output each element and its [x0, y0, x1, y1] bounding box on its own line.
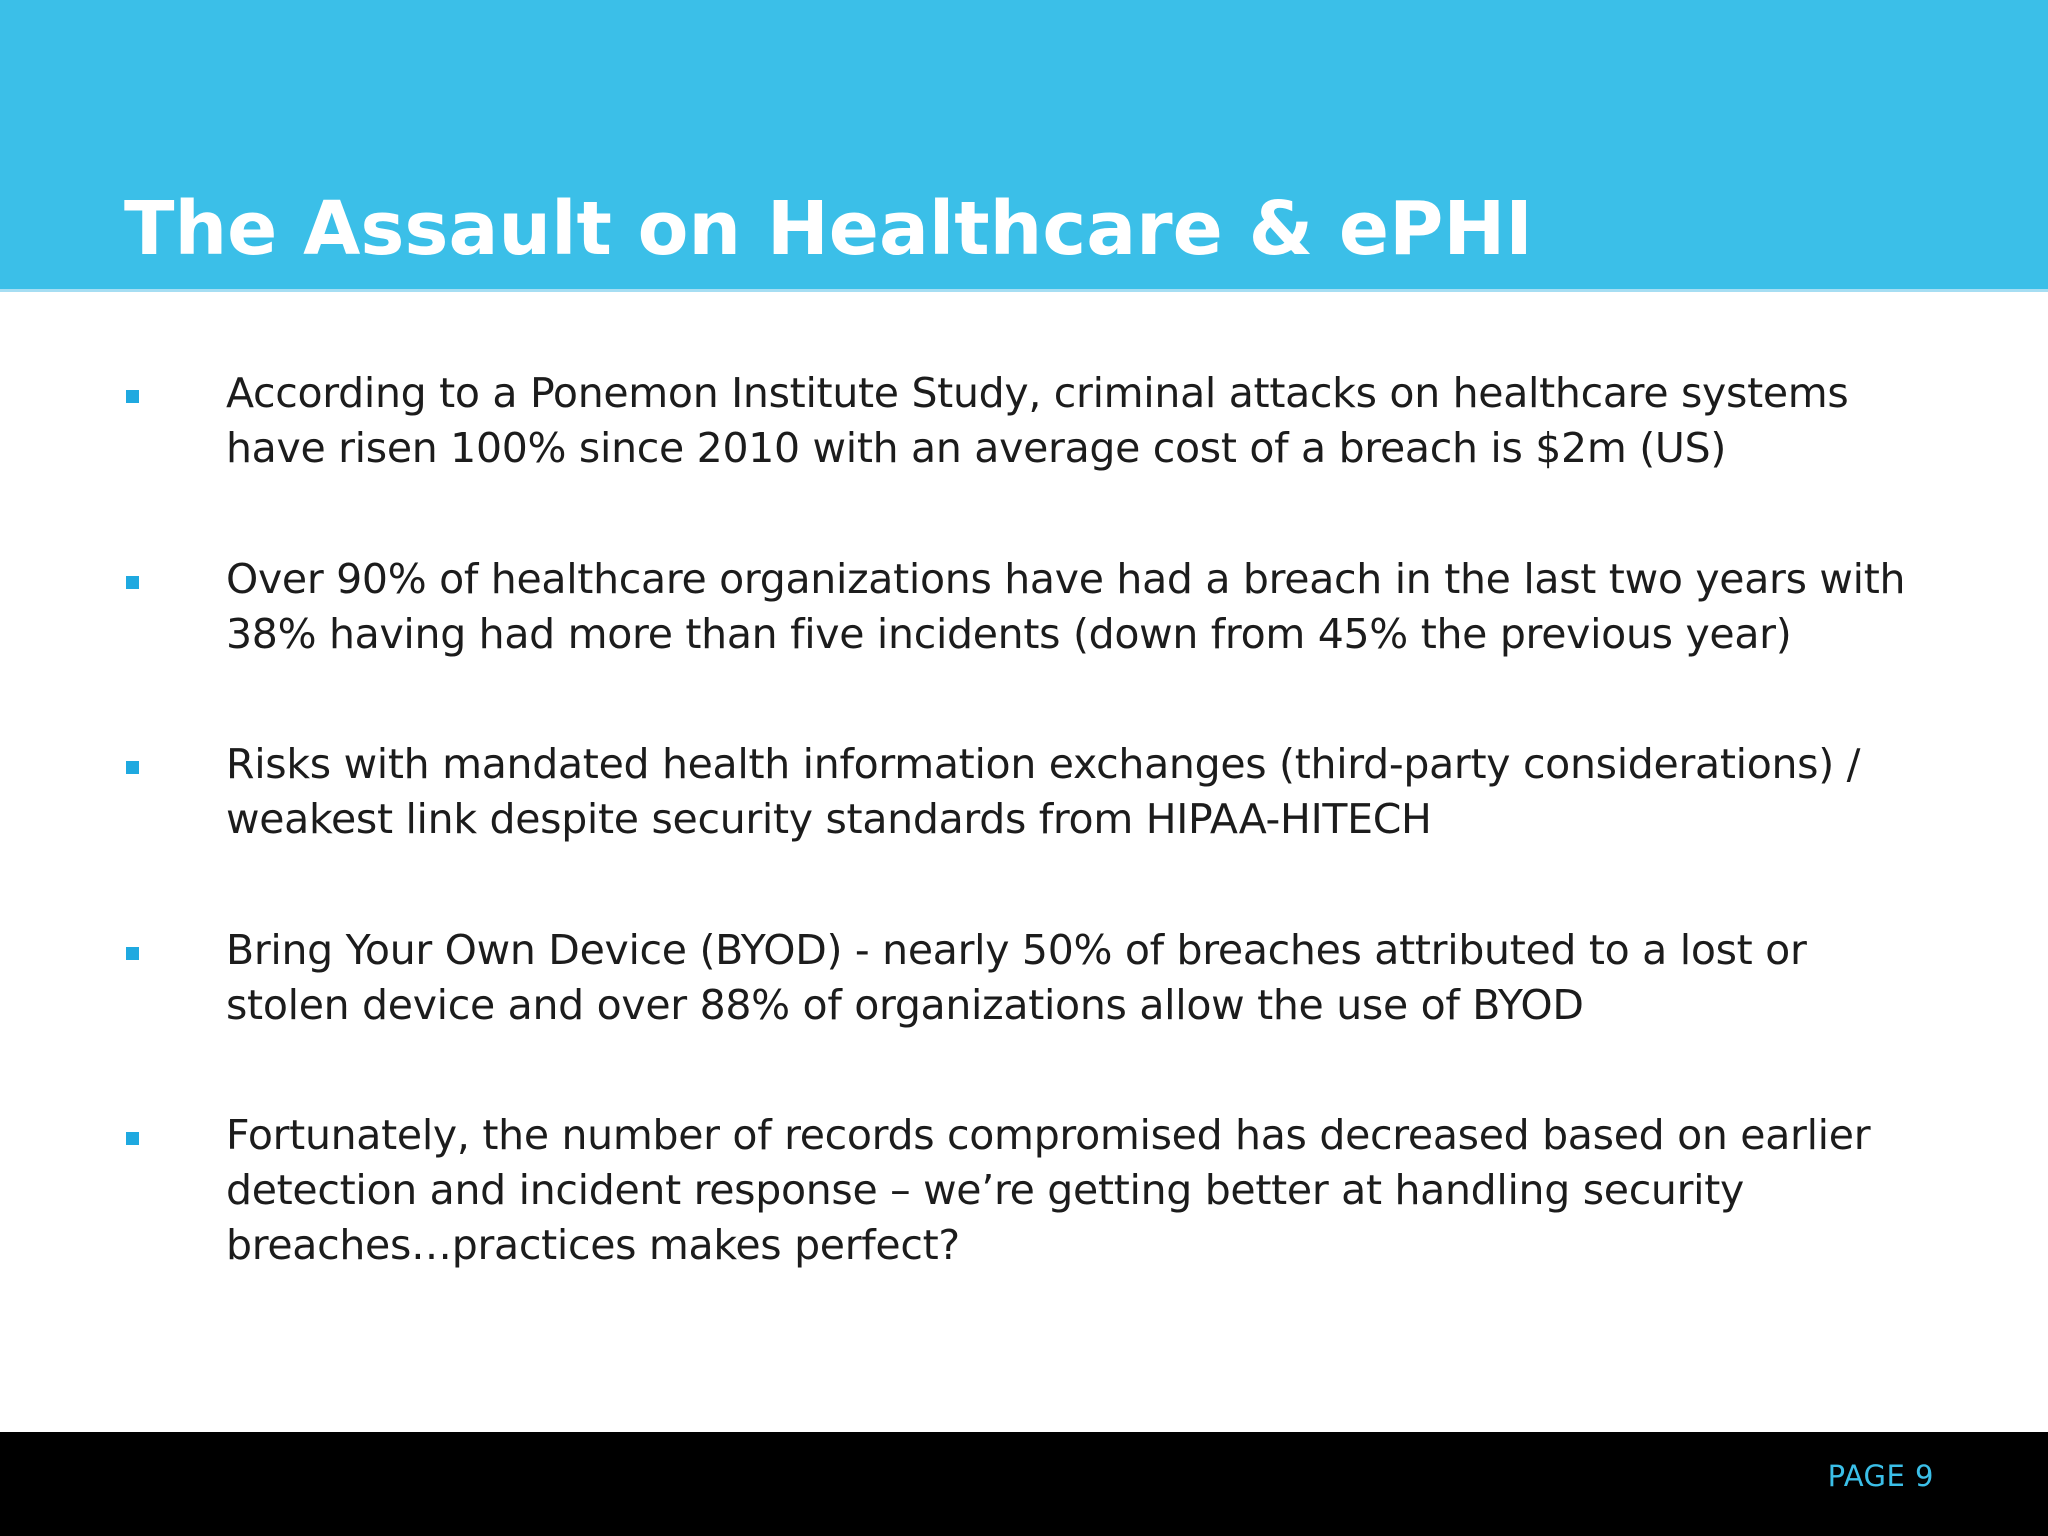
- bullet-item: [0, 552, 2048, 738]
- bullet-item: [0, 923, 2048, 1109]
- bullet-item: [0, 366, 2048, 552]
- bullet-text: Risks with mandated health information exchanges (third-party considerations) / weakest link despite security standards from HIPAA-HITECH: [226, 740, 1861, 843]
- page-number: PAGE 9: [1827, 1459, 1934, 1493]
- footer-bar: [0, 1432, 2048, 1536]
- bullet-text: Fortunately, the number of records compromised has decreased based on earlier detection and incident response – we’re getting better at handling security breaches…practices makes perfect?: [226, 1111, 1871, 1269]
- square-bullet-icon: [126, 761, 139, 774]
- bullet-item: [0, 1108, 2048, 1294]
- bullet-list: [0, 366, 2048, 1294]
- square-bullet-icon: [126, 576, 139, 589]
- square-bullet-icon: [126, 390, 139, 403]
- square-bullet-icon: [126, 1132, 139, 1145]
- title-banner: [0, 0, 2048, 292]
- slide-title: The Assault on Healthcare & ePHI: [124, 186, 1533, 272]
- bullet-text: Over 90% of healthcare organizations have had a breach in the last two years with 38% having had more than five incidents (down from 45% the previous year): [226, 554, 1906, 658]
- bullet-item: [0, 737, 2048, 923]
- bullet-text: Bring Your Own Device (BYOD) - nearly 50% of breaches attributed to a lost or stolen device and over 88% of organizations allow the use of BYOD: [226, 925, 1807, 1029]
- square-bullet-icon: [126, 947, 139, 960]
- bullet-text: According to a Ponemon Institute Study, criminal attacks on healthcare systems have risen 100% since 2010 with an average cost of a breach is $2m (US): [226, 369, 1849, 472]
